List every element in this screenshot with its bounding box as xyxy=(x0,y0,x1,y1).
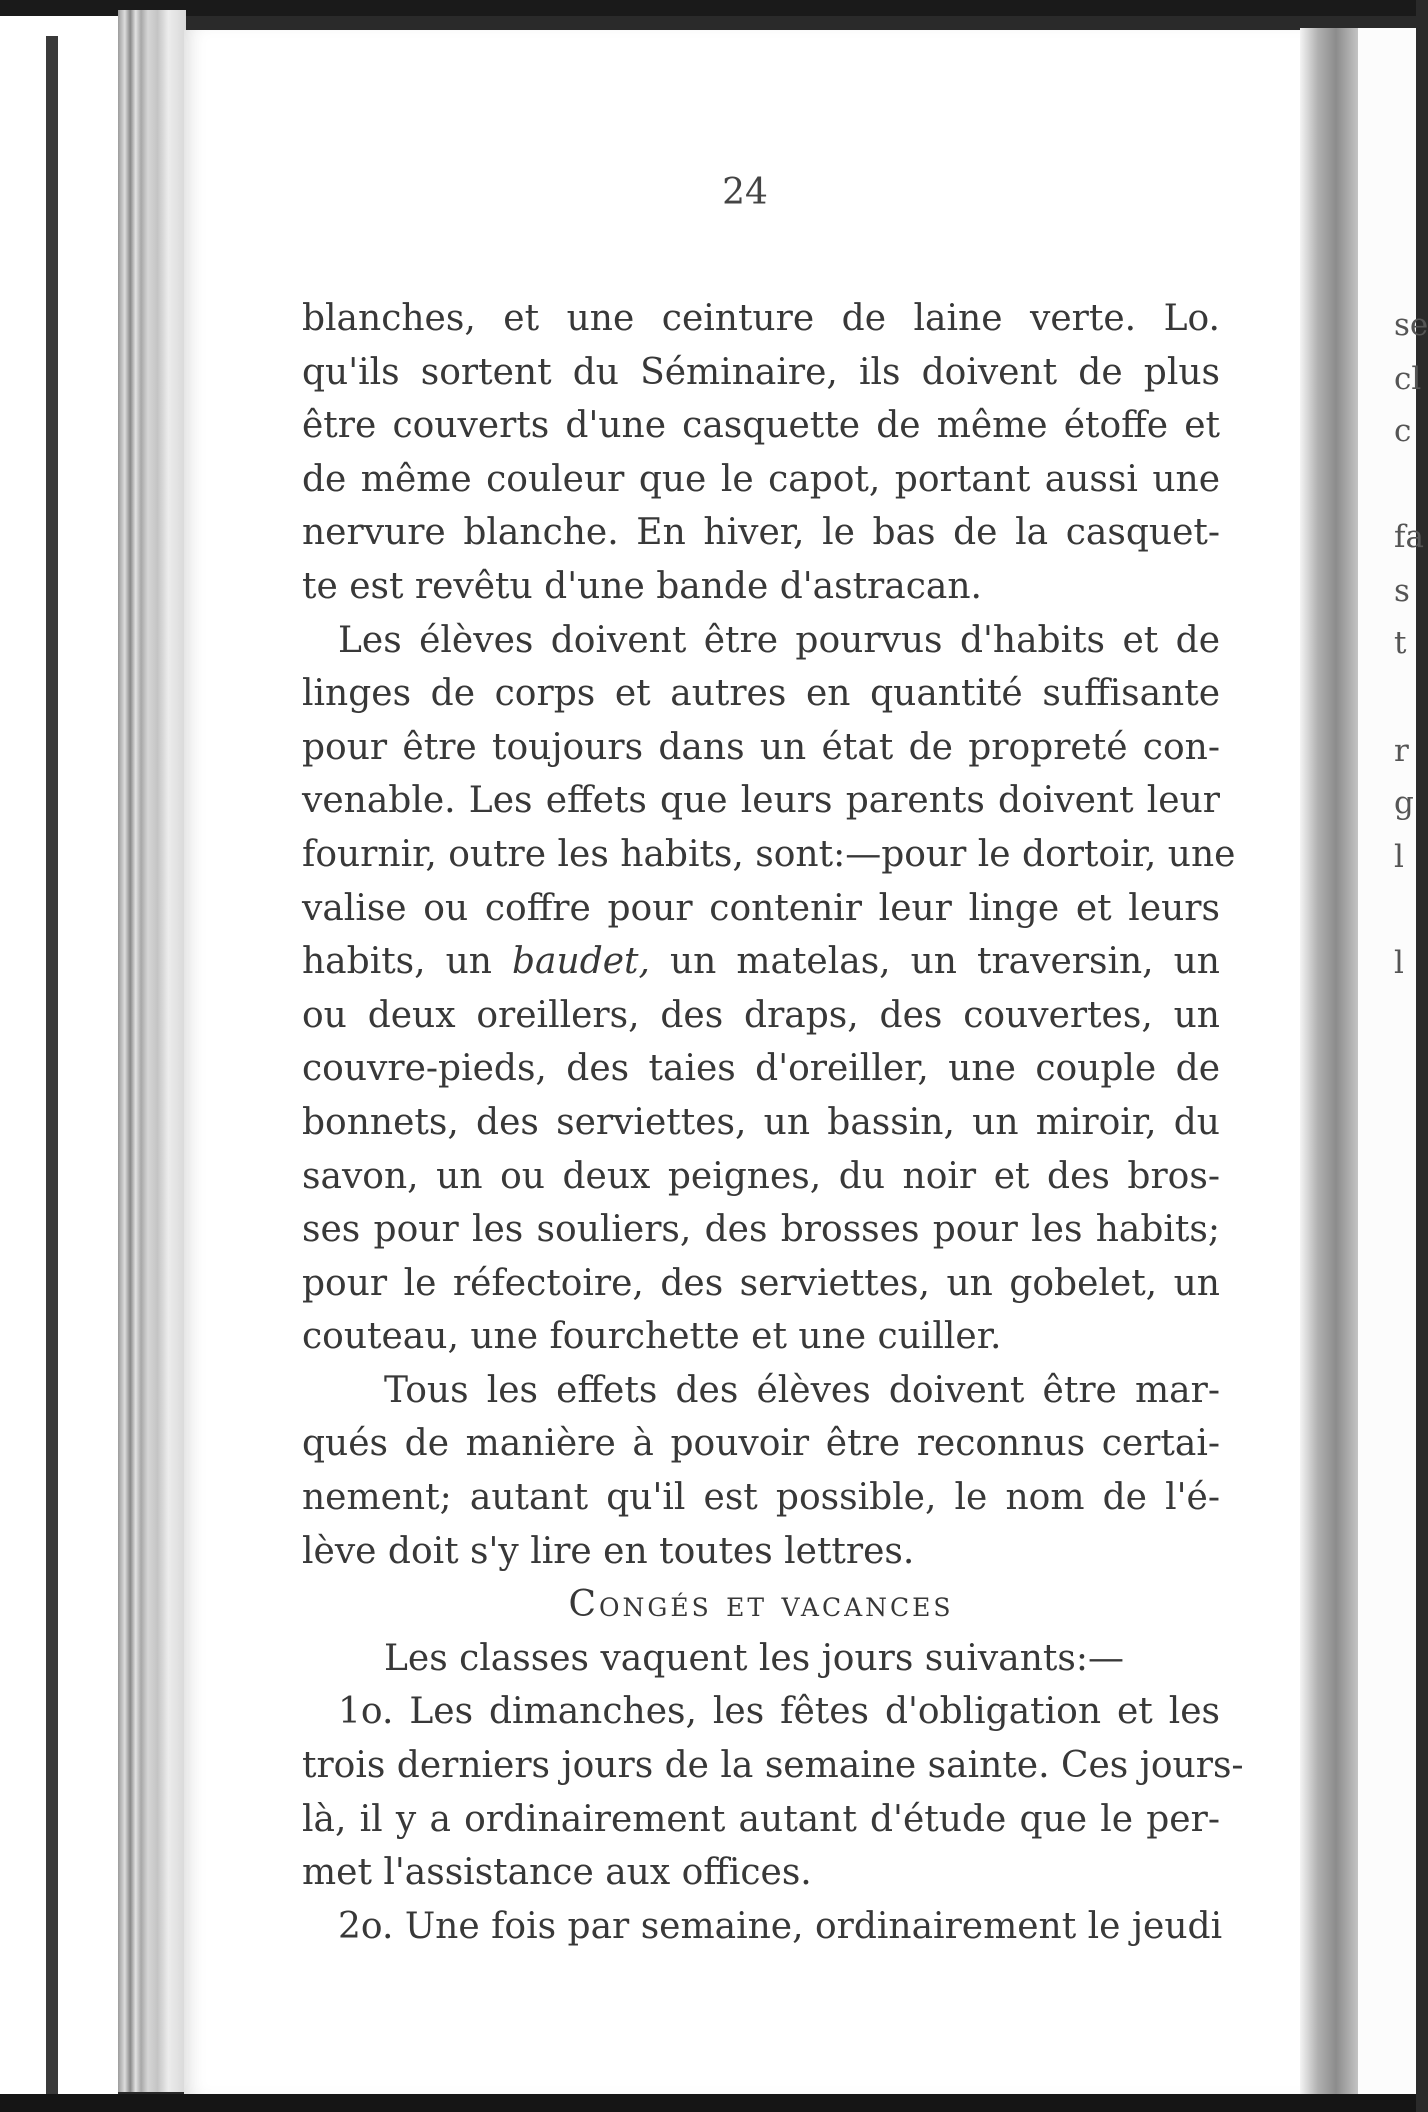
text-line: met l'assistance aux offices. xyxy=(302,1852,812,1894)
text-line: de même couleur que le capot, portant aussi une xyxy=(302,458,1220,500)
scan-top-border xyxy=(0,0,1416,16)
text-line: pour être toujours dans un état de propreté con- xyxy=(302,726,1220,768)
scan-left-margin xyxy=(0,16,118,2112)
scan-bottom-border xyxy=(0,2094,1416,2112)
next-page-fragment: fa xyxy=(1394,519,1424,555)
next-page-fragment: s xyxy=(1394,573,1410,609)
text-line: venable. Les effets que leurs parents doivent leur xyxy=(302,780,1220,822)
text-line: qués de manière à pouvoir être reconnus certai- xyxy=(302,1423,1220,1465)
text-line: ses pour les souliers, des brosses pour les habits; xyxy=(302,1209,1220,1251)
next-page-fragment: l xyxy=(1394,945,1404,981)
text-line: bonnets, des serviettes, un bassin, un miroir, du xyxy=(302,1101,1220,1143)
body-text xyxy=(302,292,1244,1953)
text-line: linges de corps et autres en quantité suffisante xyxy=(302,673,1220,715)
text-line: qu'ils sortent du Séminaire, ils doivent de plus xyxy=(302,351,1220,393)
text-line: nervure blanche. En hiver, le bas de la casquet- xyxy=(302,512,1220,554)
text-line: blanches, et une ceinture de laine verte. Lo. xyxy=(302,298,1220,339)
text-line: pour le réfectoire, des serviettes, un gobelet, un xyxy=(302,1262,1220,1304)
next-page-fragment: g xyxy=(1394,785,1414,821)
text-line: trois derniers jours de la semaine sainte. Ces jours- xyxy=(302,1745,1244,1787)
text-segment: un matelas, un traversin, un xyxy=(669,941,1220,983)
book-gutter xyxy=(1300,28,1360,2094)
section-heading: Congés et vacances xyxy=(568,1584,954,1626)
italic-word: baudet, xyxy=(512,941,650,983)
text-line: 2o. Une fois par semaine, ordinairement le jeudi xyxy=(338,1905,1223,1947)
text-line xyxy=(302,935,1220,989)
text-line: couvre-pieds, des taies d'oreiller, une couple de xyxy=(302,1048,1220,1090)
next-page-fragment: r xyxy=(1394,733,1409,769)
text-line: couteau, une fourchette et une cuiller. xyxy=(302,1316,1002,1358)
text-line: être couverts d'une casquette de même étoffe et xyxy=(302,405,1220,447)
next-page-fragment: l xyxy=(1394,839,1404,875)
next-page-fragment: c xyxy=(1394,413,1412,449)
next-page-fragment: t xyxy=(1394,625,1407,661)
text-line: fournir, outre les habits, sont:—pour le dortoir, une xyxy=(302,833,1236,875)
text-segment: habits, un xyxy=(302,941,492,983)
book-page xyxy=(184,30,1306,2094)
next-page-fragment: se xyxy=(1394,307,1428,343)
text-line: valise ou coffre pour contenir leur linge et leurs xyxy=(302,887,1220,929)
text-line: 1o. Les dimanches, les fêtes d'obligation et les xyxy=(338,1691,1220,1733)
text-line: savon, un ou deux peignes, du noir et des bros- xyxy=(302,1155,1220,1197)
text-line: Tous les effets des élèves doivent être mar- xyxy=(384,1369,1220,1411)
text-line: te est revêtu d'une bande d'astracan. xyxy=(302,565,982,607)
text-line: nement; autant qu'il est possible, le nom de l'é- xyxy=(302,1477,1220,1519)
book-page-edges xyxy=(118,10,186,2092)
text-line: ou deux oreillers, des draps, des couvertes, un xyxy=(302,994,1220,1036)
next-page-fragment: cl xyxy=(1394,361,1422,397)
text-line: Les classes vaquent les jours suivants:— xyxy=(384,1637,1124,1679)
text-line: là, il y a ordinairement autant d'étude que le per- xyxy=(302,1798,1220,1840)
text-line: Les élèves doivent être pourvus d'habits et de xyxy=(338,619,1220,661)
page-number: 24 xyxy=(722,172,768,213)
text-line: lève doit s'y lire en toutes lettres. xyxy=(302,1530,915,1572)
next-page-edge xyxy=(1358,28,1428,2094)
